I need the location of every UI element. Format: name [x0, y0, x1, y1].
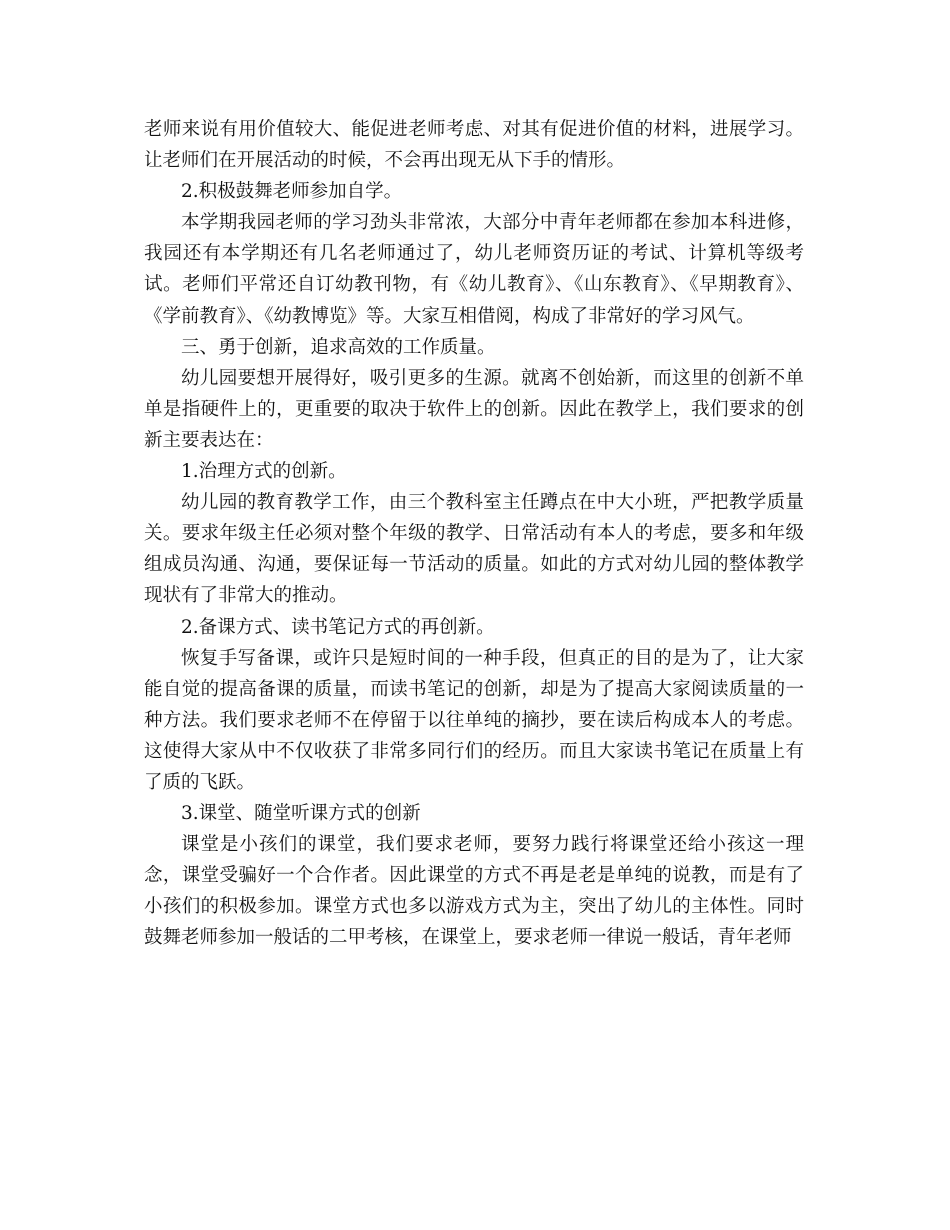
paragraph-innovation-intro: 幼儿园要想开展得好，吸引更多的生源。就离不创始新，而这里的创新不单单是指硬件上的，更重要的取决于软件上的创新。因此在教学上，我们要求的创新主要表达在：	[144, 367, 804, 451]
paragraph-lesson-prep: 恢复手写备课，或许只是短时间的一种手段，但真正的目的是为了，让大家能自觉的提高备课的质量，而读书笔记的创新，却是为了提高大家阅读质量的一种方法。我们要求老师不在停留于以往单纯的摘抄，要在读后构成本人的考虑。这使得大家从中不仅收获了非常多同行们的经历。而且大家读书笔记在质量上有了质的飞跃。	[144, 647, 804, 793]
heading-encourage-self-study: 2.积极鼓舞老师参加自学。	[181, 181, 403, 203]
heading-management-innovation: 1.治理方式的创新。	[181, 461, 347, 483]
paragraph-continued: 老师来说有用价值较大、能促进老师考虑、对其有促进价值的材料，进展学习。让老师们在开展活动的时候，不会再出现无从下手的情形。	[144, 119, 804, 172]
heading-classroom-innovation: 3.课堂、随堂听课方式的创新	[181, 803, 421, 825]
heading-innovation: 三、勇于创新，追求高效的工作质量。	[181, 336, 496, 358]
heading-lesson-prep-innovation: 2.备课方式、读书笔记方式的再创新。	[181, 616, 495, 638]
paragraph-classroom: 课堂是小孩们的课堂，我们要求老师，要努力践行将课堂还给小孩这一理念，课堂受骗好一个合作者。因此课堂的方式不再是老是单纯的说教，而是有了小孩们的积极参加。课堂方式也多以游戏方式为主，突出了幼儿的主体性。同时鼓舞老师参加一般话的二甲考核，在课堂上，要求老师一律说一般话，青年老师	[144, 834, 804, 949]
paragraph-management: 幼儿园的教育教学工作，由三个教科室主任蹲点在中大小班，严把教学质量关。要求年级主任必须对整个年级的教学、日常活动有本人的考虑，要多和年级组成员沟通、沟通，要保证每一节活动的质量。如此的方式对幼儿园的整体教学现状有了非常大的推动。	[144, 492, 804, 607]
document-body	[144, 114, 804, 954]
paragraph-self-study: 本学期我园老师的学习劲头非常浓，大部分中青年老师都在参加本科进修，我园还有本学期还有几名老师通过了，幼儿老师资历证的考试、计算机等级考试。老师们平常还自订幼教刊物，有《幼儿教育》、《山东教育》、《早期教育》、《学前教育》、《幼教博览》等。大家互相借阅，构成了非常好的学习风气。	[144, 212, 804, 327]
